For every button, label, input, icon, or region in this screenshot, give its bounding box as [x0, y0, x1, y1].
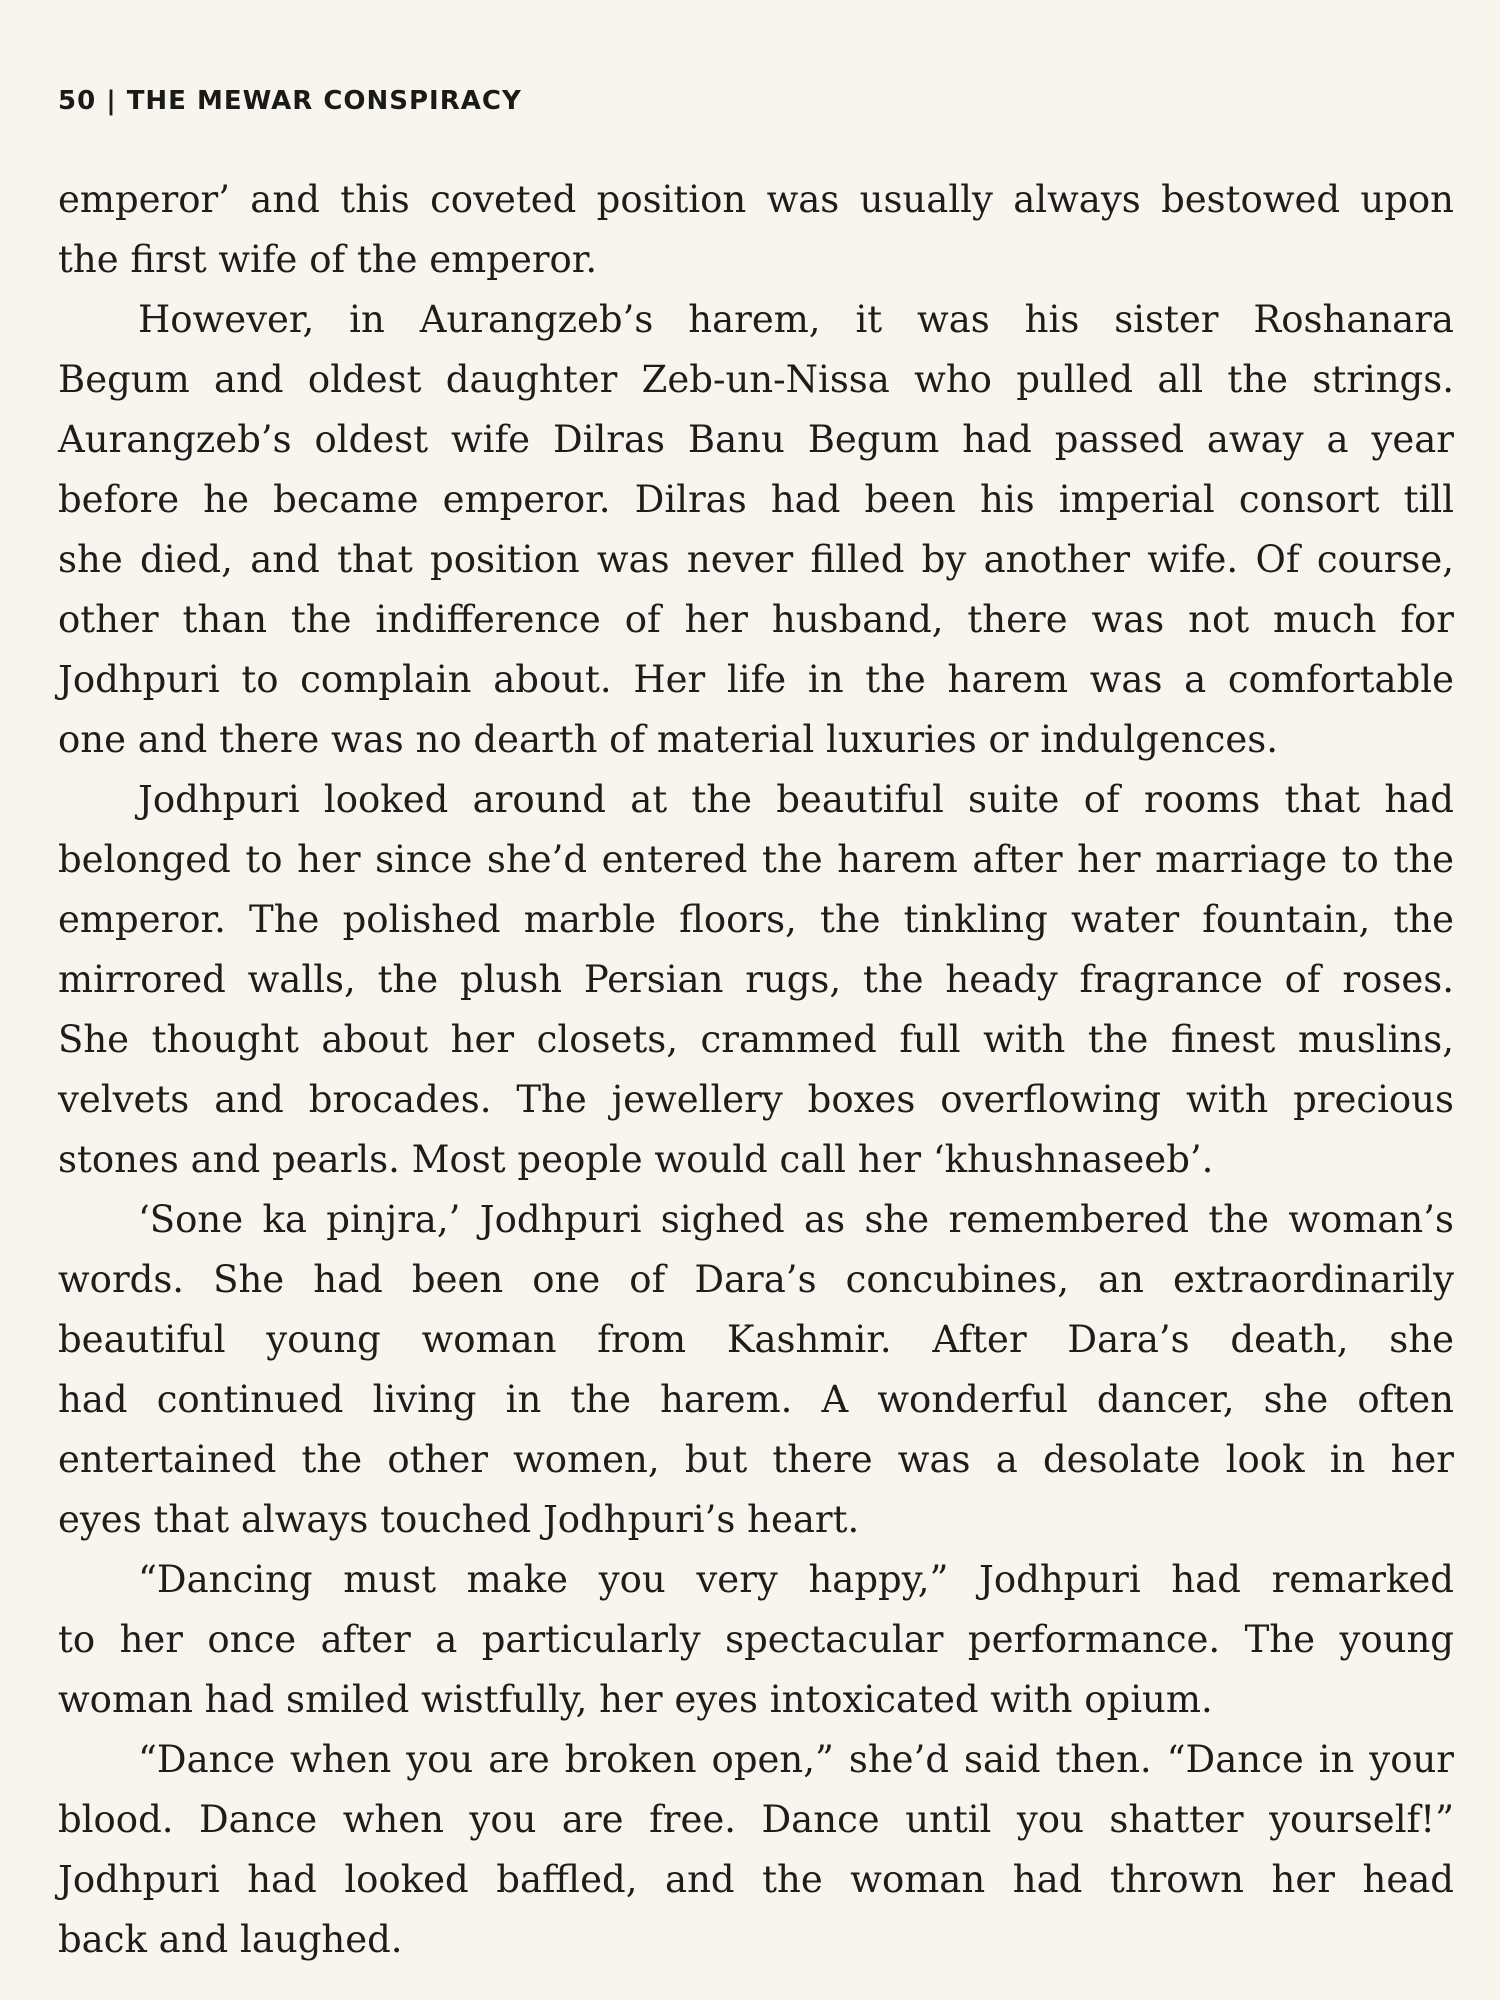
text-line: beautiful young woman from Kashmir. After Dara’s death, she [58, 1318, 1454, 1361]
paragraph-2 [58, 290, 1454, 770]
text-line: Jodhpuri had looked baffled, and the woman had thrown her head [58, 1858, 1454, 1901]
text-line: emperor’ and this coveted position was usually always bestowed upon [58, 178, 1454, 221]
text-line: the first wife of the emperor. [58, 238, 598, 281]
running-head [58, 86, 522, 116]
paragraph-3 [58, 770, 1454, 1190]
text-line: Aurangzeb’s oldest wife Dilras Banu Begum had passed away a year [58, 418, 1454, 461]
text-line: stones and pearls. Most people would call her ‘khushnaseeb’. [58, 1138, 1214, 1181]
text-line: Begum and oldest daughter Zeb-un-Nissa who pulled all the strings. [58, 358, 1454, 401]
text-line: one and there was no dearth of material luxuries or indulgences. [58, 718, 1279, 761]
text-line: entertained the other women, but there was a desolate look in her [58, 1438, 1454, 1481]
text-line: words. She had been one of Dara’s concubines, an extraordinarily [58, 1258, 1454, 1301]
header-separator: | [106, 86, 117, 116]
text-line: ‘Sone ka pinjra,’ Jodhpuri sighed as she remembered the woman’s [138, 1198, 1454, 1241]
text-line: eyes that always touched Jodhpuri’s heart. [58, 1498, 860, 1541]
text-line: However, in Aurangzeb’s harem, it was his sister Roshanara [138, 298, 1454, 341]
text-line: emperor. The polished marble floors, the tinkling water fountain, the [58, 898, 1454, 941]
text-line: belonged to her since she’d entered the harem after her marriage to the [58, 838, 1454, 881]
text-line: “Dancing must make you very happy,” Jodhpuri had remarked [138, 1558, 1454, 1601]
paragraph-4 [58, 1190, 1454, 1550]
text-line: velvets and brocades. The jewellery boxes overflowing with precious [58, 1078, 1454, 1121]
paragraph-1 [58, 170, 1454, 290]
text-line: before he became emperor. Dilras had been his imperial consort till [58, 478, 1454, 521]
page-number: 50 [58, 86, 97, 116]
text-line: to her once after a particularly spectacular performance. The young [58, 1618, 1454, 1661]
text-line: Jodhpuri looked around at the beautiful suite of rooms that had [138, 778, 1454, 821]
text-line: She thought about her closets, crammed full with the finest muslins, [58, 1018, 1454, 1061]
body-text [58, 170, 1454, 1970]
text-line: had continued living in the harem. A wonderful dancer, she often [58, 1378, 1454, 1421]
paragraph-6 [58, 1730, 1454, 1970]
text-line: blood. Dance when you are free. Dance until you shatter yourself!” [58, 1798, 1454, 1841]
text-line: she died, and that position was never filled by another wife. Of course, [58, 538, 1454, 581]
text-line: “Dance when you are broken open,” she’d said then. “Dance in your [138, 1738, 1454, 1781]
paragraph-5 [58, 1550, 1454, 1730]
text-line: Jodhpuri to complain about. Her life in the harem was a comfortable [58, 658, 1454, 701]
book-title: THE MEWAR CONSPIRACY [126, 86, 522, 116]
text-line: woman had smiled wistfully, her eyes intoxicated with opium. [58, 1678, 1213, 1721]
text-line: other than the indifference of her husband, there was not much for [58, 598, 1454, 641]
text-line: back and laughed. [58, 1918, 403, 1961]
text-line: mirrored walls, the plush Persian rugs, the heady fragrance of roses. [58, 958, 1454, 1001]
